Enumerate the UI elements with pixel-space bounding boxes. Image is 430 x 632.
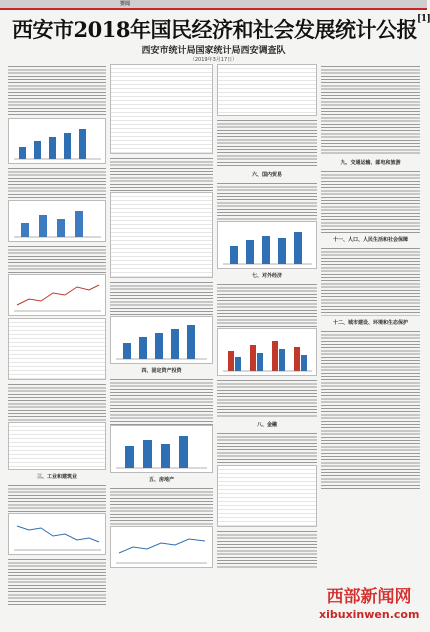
section-heading: 十一、人口、人民生活和社会保障 — [332, 237, 408, 243]
line-chart — [110, 526, 213, 568]
body-text — [8, 64, 106, 116]
body-text — [8, 166, 106, 200]
byline: 西安市统计局国家统计局西安调查队 — [141, 46, 286, 56]
body-text — [217, 529, 317, 569]
section-heading: 九、交通运输、邮电和旅游 — [340, 160, 401, 166]
headline — [12, 14, 430, 44]
bar-chart-graphic — [111, 426, 212, 472]
section-heading: 六、国内贸易 — [251, 172, 282, 178]
bar-chart — [110, 425, 213, 473]
body-text — [321, 246, 420, 316]
line-chart-graphic — [9, 514, 105, 554]
body-text — [110, 377, 213, 425]
line-chart — [8, 513, 106, 555]
section-heading: 十二、城市建设、环境和生态保护 — [332, 320, 408, 326]
body-text — [217, 431, 317, 465]
line-chart-graphic — [111, 527, 212, 567]
line-chart-graphic — [9, 275, 105, 315]
bar-chart — [8, 200, 106, 242]
body-text — [321, 169, 420, 233]
body-text — [321, 329, 420, 489]
watermark-url: xibuxinwen.com — [319, 608, 420, 621]
headline-footnote: [1] — [416, 14, 430, 24]
section-heading: 七、对外经济 — [251, 273, 282, 279]
body-text — [8, 244, 106, 274]
column-4 — [321, 64, 420, 609]
body-text — [110, 156, 213, 192]
body-text — [217, 282, 317, 328]
section-heading: 四、固定资产投资 — [141, 368, 182, 374]
section-tag: 要闻 — [120, 1, 131, 7]
bar-chart-graphic — [218, 222, 316, 268]
column-1 — [8, 64, 106, 609]
body-text — [110, 486, 213, 526]
data-table — [110, 192, 213, 278]
data-table — [110, 64, 213, 154]
body-text — [8, 557, 106, 607]
bar-chart — [217, 328, 317, 376]
body-text — [217, 118, 317, 168]
body-text — [110, 280, 213, 316]
bar-chart — [8, 118, 106, 164]
body-text — [321, 64, 420, 156]
body-text — [8, 483, 106, 513]
data-table — [217, 465, 317, 527]
bar-chart-graphic — [218, 329, 316, 375]
body-text — [8, 382, 106, 422]
column-2 — [110, 64, 213, 609]
body-text — [217, 378, 317, 418]
masthead-bar — [0, 0, 427, 8]
body-text — [217, 181, 317, 221]
watermark-name: 西部新闻网 — [326, 587, 412, 607]
bar-chart-graphic — [9, 119, 105, 163]
data-table — [217, 64, 317, 116]
headline-text: 西安市2018年国民经济和社会发展统计公报 — [12, 17, 417, 42]
section-heading: 五、房地产 — [148, 477, 174, 483]
data-table — [8, 318, 106, 380]
line-chart — [8, 274, 106, 316]
section-heading: 三、工业和建筑业 — [36, 474, 77, 480]
bar-chart-graphic — [111, 317, 212, 363]
data-table — [8, 422, 106, 470]
column-3 — [217, 64, 317, 609]
section-heading: 八、金融 — [256, 422, 277, 428]
site-watermark — [319, 586, 419, 621]
bar-chart — [110, 316, 213, 364]
bar-chart — [217, 221, 317, 269]
masthead-rule — [0, 8, 427, 10]
dateline: （2019年3月17日） — [189, 57, 238, 63]
bar-chart-graphic — [9, 201, 105, 241]
